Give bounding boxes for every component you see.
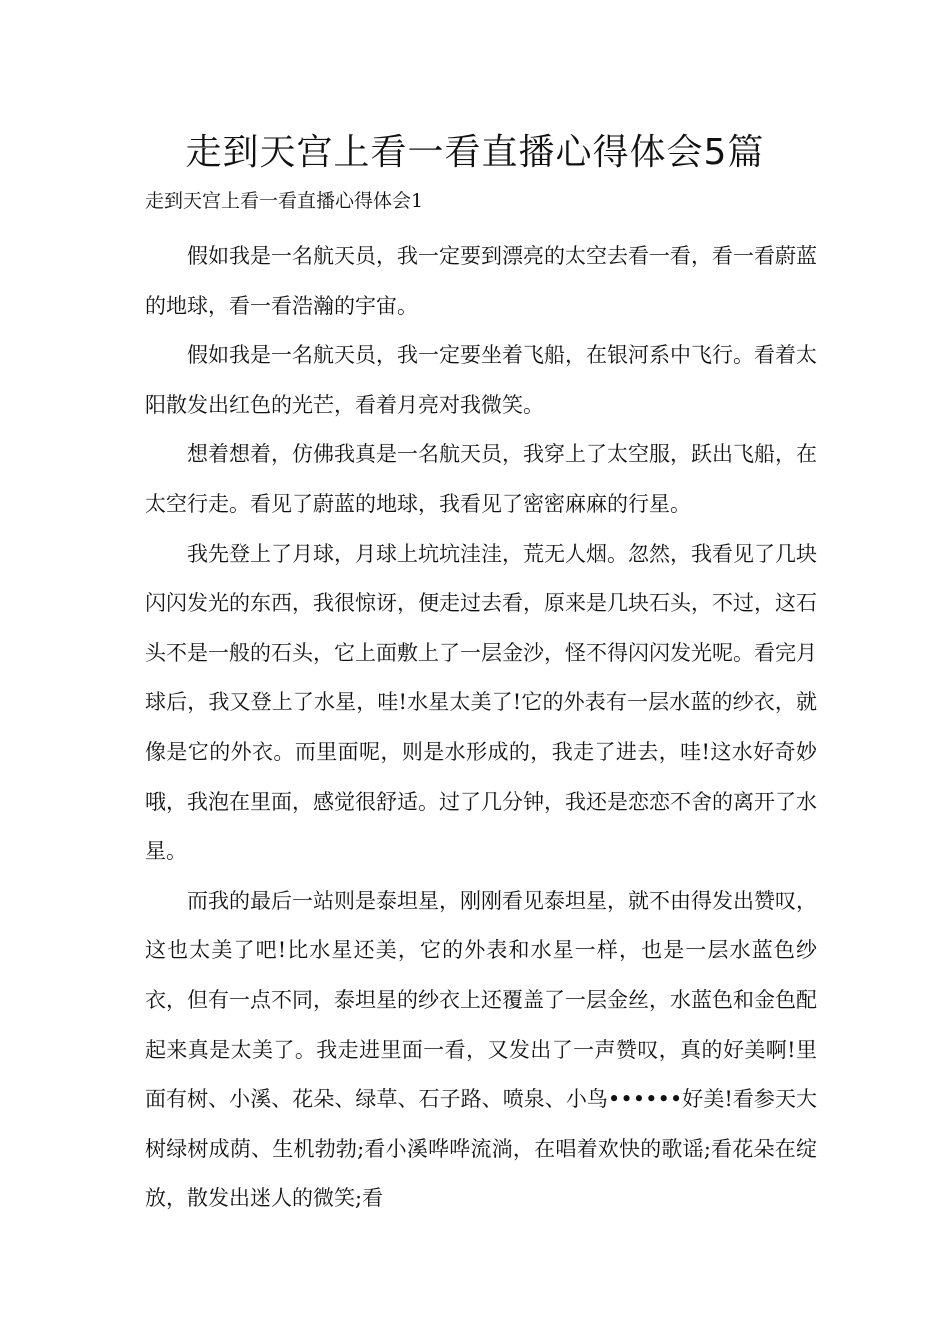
paragraph: 我先登上了月球，月球上坑坑洼洼，荒无人烟。忽然，我看见了几块闪闪发光的东西，我很惊讶，便走过去看，原来是几块石头，不过，这石头不是一般的石头，它上面敷上了一层金沙，怪不得闪闪发光呢。看完月球后，我又登上了水星，哇!水星太美了!它的外表有一层水蓝的纱衣，就像是它的外衣。而里面呢，则是水形成的，我走了进去，哇!这水好奇妙哦，我泡在里面，感觉很舒适。过了几分钟，我还是恋恋不舍的离开了水星。 [145,541,817,864]
section-heading: 走到天宫上看一看直播心得体会1 [145,190,424,212]
document-title: 走到天宫上看一看直播心得体会5篇 [185,132,765,173]
paragraph: 而我的最后一站则是泰坦星，刚刚看见泰坦星，就不由得发出赞叹，这也太美了吧!比水星还美，它的外表和水星一样，也是一层水蓝色纱衣，但有一点不同，泰坦星的纱衣上还覆盖了一层金丝，水蓝色和金色配起来真是太美了。我走进里面一看，又发出了一声赞叹，真的好美啊!里面有树、小溪、花朵、绿草、石子路、喷泉、小鸟••••••好美!看参天大树绿树成荫、生机勃勃;看小溪哗哗流淌，在唱着欢快的歌谣;看花朵在绽放，散发出迷人的微笑;看 [145,888,817,1211]
paragraph: 假如我是一名航天员，我一定要到漂亮的太空去看一看，看一看蔚蓝的地球，看一看浩瀚的宇宙。 [145,244,817,318]
paragraph: 想着想着，仿佛我真是一名航天员，我穿上了太空服，跃出飞船，在太空行走。看见了蔚蓝的地球，我看见了密密麻麻的行星。 [145,442,817,516]
document-body [145,232,817,1224]
paragraph: 假如我是一名航天员，我一定要坐着飞船，在银河系中飞行。看着太阳散发出红色的光芒，看着月亮对我微笑。 [145,343,817,417]
